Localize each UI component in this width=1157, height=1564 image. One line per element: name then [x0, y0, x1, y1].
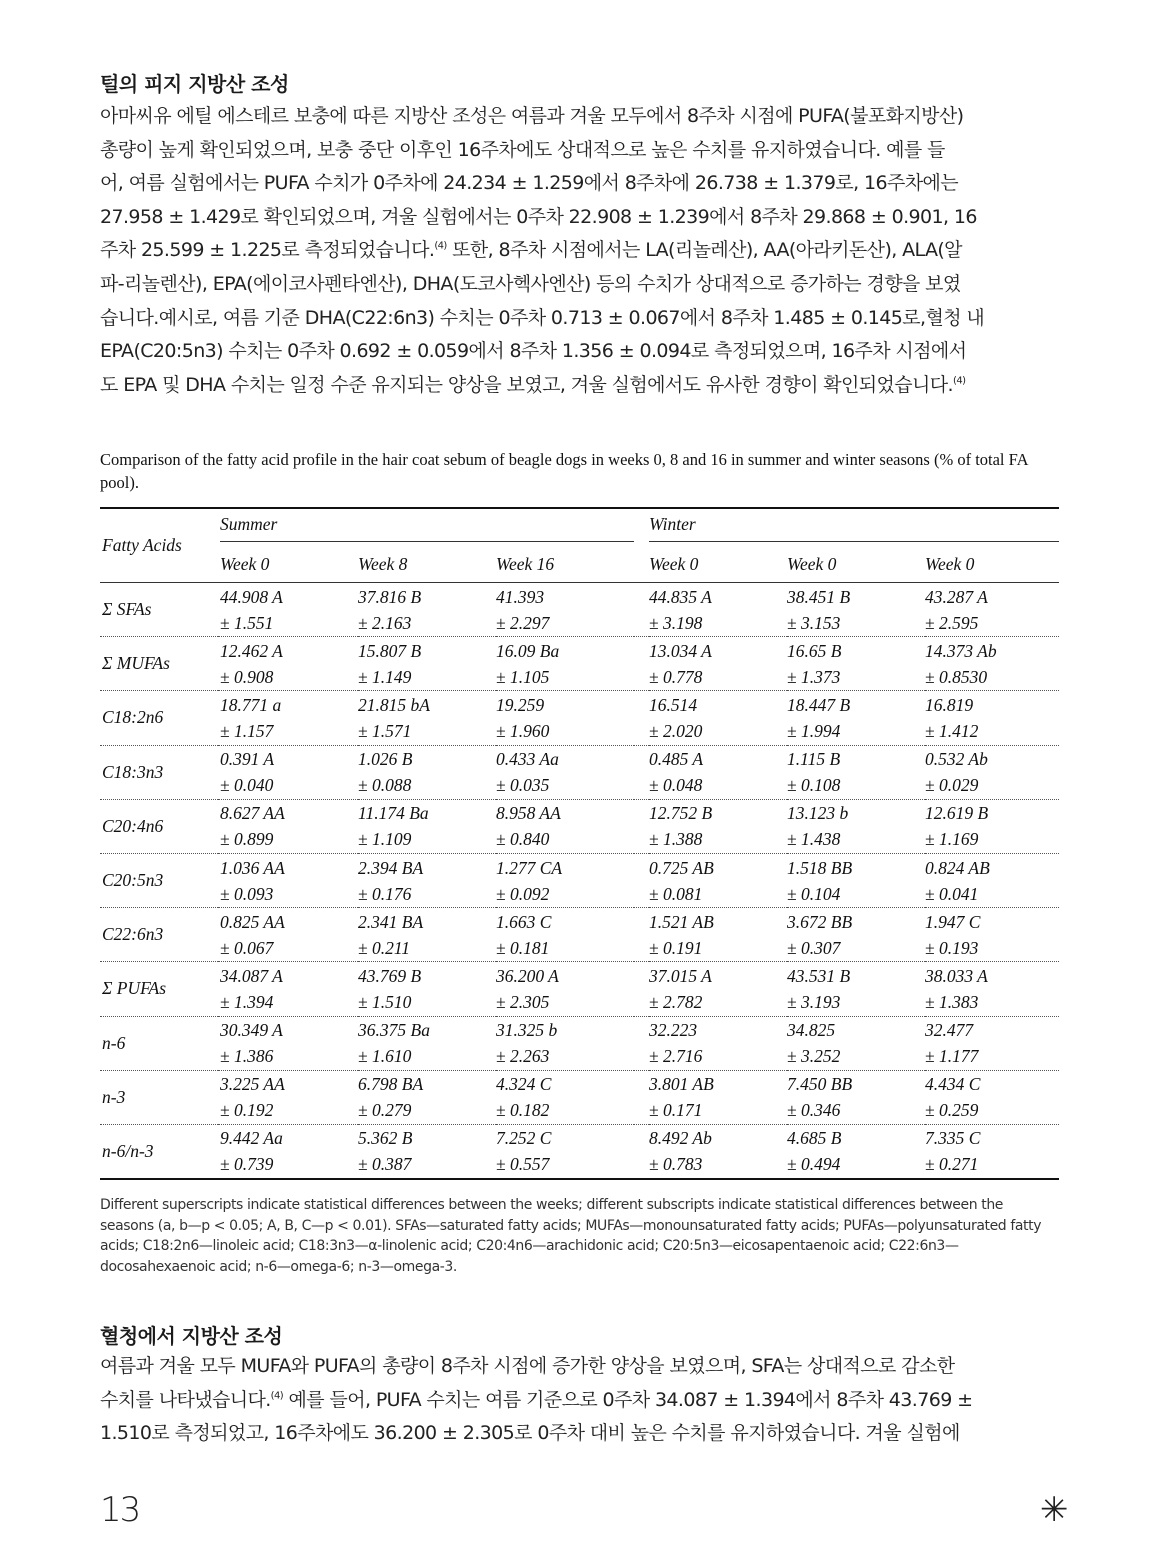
table-cell [925, 962, 1059, 1016]
cell-mean: 3.225 AA [220, 1074, 285, 1095]
table-cell [649, 853, 787, 907]
column-gap [634, 962, 649, 1016]
season-label: Summer [220, 514, 634, 542]
row-label: Σ SFAs [100, 583, 218, 637]
cell-mean: 43.287 A [925, 586, 988, 607]
table-cell [649, 908, 787, 962]
cell-sd: ± 1.149 [358, 666, 412, 687]
table-cell [218, 745, 358, 799]
reference-marker: (4) [953, 375, 966, 387]
cell-mean: 2.394 BA [358, 857, 424, 878]
cell-sd: ± 0.211 [358, 937, 411, 958]
cell-sd: ± 0.067 [220, 937, 274, 958]
cell-sd: ± 0.191 [649, 937, 703, 958]
fatty-acid-table [100, 507, 1059, 1180]
cell-mean: 1.036 AA [220, 857, 285, 878]
cell-mean: 1.663 C [496, 911, 552, 932]
cell-mean: 37.015 A [649, 965, 712, 986]
table-cell [787, 853, 925, 907]
table-row [100, 853, 1059, 907]
table-cell [358, 1070, 496, 1124]
cell-mean: 1.277 CA [496, 857, 563, 878]
cell-mean: 0.391 A [220, 749, 275, 770]
table-row [100, 1016, 1059, 1070]
cell-mean: 12.752 B [649, 803, 713, 824]
table-row [100, 691, 1059, 745]
asterisk-ornament-icon: ✳ [1040, 1490, 1069, 1530]
table-cell [358, 962, 496, 1016]
cell-sd: ± 0.494 [787, 1154, 841, 1175]
cell-mean: 41.393 [496, 586, 545, 607]
cell-mean: 9.442 Aa [220, 1128, 283, 1149]
body-text: 예를 들어, PUFA 수치는 여름 기준으로 0주차 34.087 ± 1.394에서 8주차 43.769 ± [283, 1388, 973, 1411]
table-cell [218, 853, 358, 907]
cell-sd: ± 2.297 [496, 612, 550, 633]
body-line: 27.958 ± 1.429로 확인되었으며, 겨울 실험에서는 0주차 22.908 ± 1.239에서 8주차 29.868 ± 0.901, 16 [100, 205, 977, 228]
cell-sd: ± 0.193 [925, 937, 979, 958]
cell-mean: 1.947 C [925, 911, 981, 932]
cell-sd: ± 0.840 [496, 829, 550, 850]
cell-sd: ± 2.782 [649, 991, 703, 1012]
row-label: C20:4n6 [100, 799, 218, 853]
cell-sd: ± 0.192 [220, 1100, 274, 1121]
cell-mean: 18.771 a [220, 694, 282, 715]
cell-mean: 1.518 BB [787, 857, 853, 878]
header-week: Week 0 [787, 547, 925, 583]
cell-sd: ± 1.551 [220, 612, 274, 633]
header-week: Week 0 [925, 547, 1059, 583]
cell-mean: 8.492 Ab [649, 1128, 712, 1149]
table-cell [496, 1070, 634, 1124]
table-cell [218, 637, 358, 691]
cell-mean: 36.375 Ba [358, 1020, 430, 1041]
cell-sd: ± 2.263 [496, 1046, 550, 1067]
cell-sd: ± 0.739 [220, 1154, 274, 1175]
body-text: 또한, 8주차 시점에서는 LA(리놀레산), AA(아라키돈산), ALA(알 [446, 239, 962, 262]
cell-sd: ± 0.908 [220, 666, 274, 687]
table-cell [925, 583, 1059, 637]
cell-mean: 13.123 b [787, 803, 849, 824]
column-gap [634, 745, 649, 799]
table-cell [649, 1070, 787, 1124]
cell-sd: ± 0.899 [220, 829, 274, 850]
cell-sd: ± 1.157 [220, 720, 274, 741]
row-label: n-3 [100, 1070, 218, 1124]
cell-mean: 7.252 C [496, 1128, 552, 1149]
cell-sd: ± 0.104 [787, 883, 841, 904]
body-line: 1.510로 측정되었고, 16주차에도 36.200 ± 2.305로 0주차 대비 높은 수치를 유지하였습니다. 겨울 실험에 [100, 1422, 960, 1445]
cell-mean: 37.816 B [358, 586, 422, 607]
table-cell [496, 853, 634, 907]
cell-sd: ± 1.373 [787, 666, 841, 687]
cell-sd: ± 0.081 [649, 883, 703, 904]
header-week: Week 0 [218, 547, 358, 583]
body-line [100, 369, 1060, 403]
body-line [100, 1384, 1060, 1418]
cell-sd: ± 0.271 [925, 1154, 979, 1175]
table-cell [496, 1124, 634, 1179]
cell-sd: ± 0.088 [358, 775, 412, 796]
body-line: 습니다.예시로, 여름 기준 DHA(C22:6n3) 수치는 0주차 0.713 ± 0.067에서 8주차 1.485 ± 0.145로,혈청 내 [100, 306, 985, 329]
cell-sd: ± 0.346 [787, 1100, 841, 1121]
cell-sd: ± 2.163 [358, 612, 412, 633]
row-label: C18:3n3 [100, 745, 218, 799]
cell-sd: ± 0.182 [496, 1100, 550, 1121]
table-row [100, 1124, 1059, 1179]
table-cell [649, 583, 787, 637]
table-cell [925, 1124, 1059, 1179]
cell-sd: ± 0.041 [925, 883, 979, 904]
section-heading-hair-sebum: 털의 피지 지방산 조성 [100, 72, 289, 96]
body-line: 아마씨유 에틸 에스테르 보충에 따른 지방산 조성은 여름과 겨울 모두에서 8주차 시점에 PUFA(불포화지방산) [100, 105, 964, 127]
cell-mean: 16.09 Ba [496, 640, 560, 661]
column-gap [634, 1070, 649, 1124]
table-cell [649, 745, 787, 799]
table-cell [218, 1070, 358, 1124]
cell-mean: 0.825 AA [220, 911, 285, 932]
body-text: 도 EPA 및 DHA 수치는 일정 수준 유지되는 양상을 보였고, 겨울 실험에서도 유사한 경향이 확인되었습니다. [100, 373, 954, 396]
season-label: Winter [649, 514, 1059, 542]
header-week: Week 16 [496, 547, 634, 583]
cell-sd: ± 0.040 [220, 775, 274, 796]
cell-mean: 13.034 A [649, 640, 712, 661]
table-row [100, 1070, 1059, 1124]
table-row [100, 637, 1059, 691]
table-cell [358, 799, 496, 853]
cell-sd: ± 1.571 [358, 720, 412, 741]
table-cell [218, 908, 358, 962]
cell-sd: ± 0.259 [925, 1100, 979, 1121]
cell-sd: ± 0.307 [787, 937, 841, 958]
cell-mean: 43.531 B [787, 965, 851, 986]
table-cell [787, 1124, 925, 1179]
cell-mean: 43.769 B [358, 965, 422, 986]
table-cell [496, 908, 634, 962]
table-row [100, 745, 1059, 799]
row-label: C20:5n3 [100, 853, 218, 907]
table-cell [925, 908, 1059, 962]
table-row [100, 962, 1059, 1016]
cell-mean: 34.825 [787, 1020, 836, 1041]
cell-sd: ± 1.610 [358, 1046, 412, 1067]
cell-sd: ± 1.510 [358, 991, 412, 1012]
cell-sd: ± 0.176 [358, 883, 412, 904]
table-cell [218, 1016, 358, 1070]
cell-sd: ± 2.305 [496, 991, 550, 1012]
header-summer [218, 508, 634, 547]
cell-mean: 0.433 Aa [496, 749, 559, 770]
reference-marker: (4) [434, 241, 447, 253]
table-cell [649, 1124, 787, 1179]
row-label: C22:6n3 [100, 908, 218, 962]
table-cell [925, 691, 1059, 745]
header-winter [649, 508, 1059, 547]
cell-mean: 21.815 bA [358, 694, 430, 715]
table-row [100, 799, 1059, 853]
cell-sd: ± 1.386 [220, 1046, 274, 1067]
table-cell [496, 962, 634, 1016]
cell-mean: 1.521 AB [649, 911, 714, 932]
cell-sd: ± 0.029 [925, 775, 979, 796]
cell-mean: 12.619 B [925, 803, 989, 824]
table-cell [649, 799, 787, 853]
cell-mean: 0.725 AB [649, 857, 714, 878]
season-gap [634, 508, 649, 547]
cell-sd: ± 1.169 [925, 829, 979, 850]
column-gap [634, 853, 649, 907]
cell-sd: ± 0.279 [358, 1100, 412, 1121]
cell-sd: ± 0.092 [496, 883, 550, 904]
cell-mean: 7.335 C [925, 1128, 981, 1149]
table-cell [925, 745, 1059, 799]
table-cell [925, 637, 1059, 691]
cell-mean: 36.200 A [496, 965, 559, 986]
page-number: 13 [100, 1490, 140, 1530]
cell-sd: ± 1.960 [496, 720, 550, 741]
row-label: Σ MUFAs [100, 637, 218, 691]
cell-mean: 3.672 BB [787, 911, 853, 932]
table-cell [649, 1016, 787, 1070]
table-cell [925, 1070, 1059, 1124]
section1-body [100, 100, 1060, 402]
table-cell [218, 1124, 358, 1179]
cell-sd: ± 1.394 [220, 991, 274, 1012]
table-cell [358, 853, 496, 907]
table-cell [925, 799, 1059, 853]
table-cell [787, 1070, 925, 1124]
cell-sd: ± 3.198 [649, 612, 703, 633]
cell-sd: ± 0.778 [649, 666, 703, 687]
body-line: 총량이 높게 확인되었으며, 보충 중단 이후인 16주차에도 상대적으로 높은 수치를 유지하였습니다. 예를 들 [100, 138, 945, 161]
table-cell [925, 1016, 1059, 1070]
table-cell [787, 583, 925, 637]
column-gap [634, 637, 649, 691]
table-cell [496, 799, 634, 853]
table-cell [496, 583, 634, 637]
column-gap [634, 1124, 649, 1179]
body-line: EPA(C20:5n3) 수치는 0주차 0.692 ± 0.059에서 8주차 1.356 ± 0.094로 측정되었으며, 16주차 시점에서 [100, 340, 967, 363]
cell-sd: ± 0.171 [649, 1100, 703, 1121]
cell-sd: ± 2.020 [649, 720, 703, 741]
body-text: 주차 25.599 ± 1.225로 측정되었습니다. [100, 239, 435, 262]
cell-sd: ± 2.716 [649, 1046, 703, 1067]
body-line: 어, 여름 실험에서는 PUFA 수치가 0주차에 24.234 ± 1.259에서 8주차에 26.738 ± 1.379로, 16주차에는 [100, 172, 958, 195]
table-cell [649, 962, 787, 1016]
table-cell [358, 583, 496, 637]
table-cell [787, 637, 925, 691]
table-cell [358, 1124, 496, 1179]
column-gap [634, 799, 649, 853]
cell-mean: 32.477 [925, 1020, 974, 1041]
body-text: 수치를 나타냈습니다. [100, 1388, 271, 1411]
cell-sd: ± 0.387 [358, 1154, 412, 1175]
cell-mean: 0.824 AB [925, 857, 990, 878]
cell-mean: 16.514 [649, 694, 698, 715]
cell-mean: 1.115 B [787, 749, 841, 770]
table-cell [358, 691, 496, 745]
table-cell [787, 1016, 925, 1070]
table-cell [496, 637, 634, 691]
column-gap [634, 691, 649, 745]
cell-mean: 5.362 B [358, 1128, 413, 1149]
cell-sd: ± 0.048 [649, 775, 703, 796]
cell-mean: 0.485 A [649, 749, 704, 770]
table-cell [358, 745, 496, 799]
table-row [100, 583, 1059, 637]
table-cell [218, 962, 358, 1016]
table-cell [925, 853, 1059, 907]
cell-mean: 38.451 B [787, 586, 851, 607]
table-cell [787, 745, 925, 799]
table-cell [787, 908, 925, 962]
table-cell [218, 691, 358, 745]
cell-mean: 3.801 AB [649, 1074, 714, 1095]
cell-mean: 16.819 [925, 694, 974, 715]
cell-sd: ± 1.388 [649, 829, 703, 850]
cell-sd: ± 1.105 [496, 666, 550, 687]
cell-mean: 15.807 B [358, 640, 422, 661]
cell-mean: 0.532 Ab [925, 749, 988, 770]
cell-mean: 6.798 BA [358, 1074, 424, 1095]
cell-sd: ± 0.108 [787, 775, 841, 796]
table-cell [496, 745, 634, 799]
cell-mean: 38.033 A [925, 965, 988, 986]
row-label: C18:2n6 [100, 691, 218, 745]
cell-mean: 32.223 [649, 1020, 698, 1041]
cell-mean: 44.835 A [649, 586, 712, 607]
cell-mean: 18.447 B [787, 694, 851, 715]
cell-sd: ± 3.252 [787, 1046, 841, 1067]
table-footnote: Different superscripts indicate statistical differences between the weeks; different subscripts indicate statistical differences between the seasons (a, b—p < 0.05; A, B, C—p < 0.01). SFAs—saturated fatty acids; MUFAs—monounsaturated fatty acids; PUFAs—polyunsaturated fatty acids; C18:2n6—linoleic acid; C18:3n3—α-linolenic acid; C20:4n6—arachidonic acid; C20:5n3—eicosapentaenoic acid; C22:6n3—docosahexaenoic acid; n-6—omega-6; n-3—omega-3. [100, 1197, 1042, 1275]
cell-sd: ± 0.035 [496, 775, 550, 796]
table-cell [649, 691, 787, 745]
cell-sd: ± 1.109 [358, 829, 412, 850]
table-cell [649, 637, 787, 691]
cell-mean: 4.685 B [787, 1128, 842, 1149]
cell-sd: ± 1.412 [925, 720, 979, 741]
cell-mean: 2.341 BA [358, 911, 424, 932]
table-cell [496, 1016, 634, 1070]
cell-mean: 31.325 b [496, 1020, 558, 1041]
cell-sd: ± 3.193 [787, 991, 841, 1012]
cell-mean: 44.908 A [220, 586, 283, 607]
cell-mean: 8.627 AA [220, 803, 285, 824]
table-row [100, 908, 1059, 962]
cell-sd: ± 0.783 [649, 1154, 703, 1175]
header-fatty-acids: Fatty Acids [100, 508, 218, 583]
header-week: Week 8 [358, 547, 496, 583]
cell-sd: ± 0.557 [496, 1154, 550, 1175]
cell-mean: 34.087 A [220, 965, 283, 986]
section2-body [100, 1350, 1060, 1451]
table-cell [218, 583, 358, 637]
table-cell [218, 799, 358, 853]
table-cell [358, 1016, 496, 1070]
column-gap [634, 1016, 649, 1070]
cell-sd: ± 0.8530 [925, 666, 988, 687]
table-cell [496, 691, 634, 745]
cell-mean: 30.349 A [220, 1020, 283, 1041]
cell-sd: ± 0.093 [220, 883, 274, 904]
header-gap [634, 547, 649, 583]
table-cell [787, 691, 925, 745]
body-line: 파-리놀렌산), EPA(에이코사펜타엔산), DHA(도코사헥사엔산) 등의 수치가 상대적으로 증가하는 경향을 보였 [100, 272, 961, 295]
cell-mean: 8.958 AA [496, 803, 561, 824]
cell-sd: ± 1.177 [925, 1046, 979, 1067]
cell-mean: 7.450 BB [787, 1074, 853, 1095]
body-line [100, 234, 1060, 268]
table-cell [787, 962, 925, 1016]
cell-sd: ± 2.595 [925, 612, 979, 633]
cell-sd: ± 1.383 [925, 991, 979, 1012]
table-cell [358, 637, 496, 691]
column-gap [634, 583, 649, 637]
row-label: n-6/n-3 [100, 1124, 218, 1179]
cell-sd: ± 1.994 [787, 720, 841, 741]
row-label: Σ PUFAs [100, 962, 218, 1016]
table-cell [358, 908, 496, 962]
column-gap [634, 908, 649, 962]
body-line: 여름과 겨울 모두 MUFA와 PUFA의 총량이 8주차 시점에 증가한 양상을 보였으며, SFA는 상대적으로 감소한 [100, 1355, 955, 1377]
row-label: n-6 [100, 1016, 218, 1070]
cell-sd: ± 0.181 [496, 937, 550, 958]
cell-sd: ± 1.438 [787, 829, 841, 850]
cell-sd: ± 3.153 [787, 612, 841, 633]
cell-mean: 14.373 Ab [925, 640, 997, 661]
cell-mean: 11.174 Ba [358, 803, 429, 824]
table-caption: Comparison of the fatty acid profile in the hair coat sebum of beagle dogs in weeks 0, 8 and 16 in summer and winter seasons (% of total FA pool). [100, 450, 1028, 492]
header-week: Week 0 [649, 547, 787, 583]
cell-mean: 4.434 C [925, 1074, 981, 1095]
reference-marker: (4) [270, 1390, 284, 1402]
cell-mean: 12.462 A [220, 640, 283, 661]
table-cell [787, 799, 925, 853]
cell-mean: 1.026 B [358, 749, 413, 770]
cell-mean: 4.324 C [496, 1074, 552, 1095]
cell-mean: 16.65 B [787, 640, 842, 661]
section-heading-serum: 혈청에서 지방산 조성 [100, 1324, 283, 1348]
cell-mean: 19.259 [496, 694, 545, 715]
